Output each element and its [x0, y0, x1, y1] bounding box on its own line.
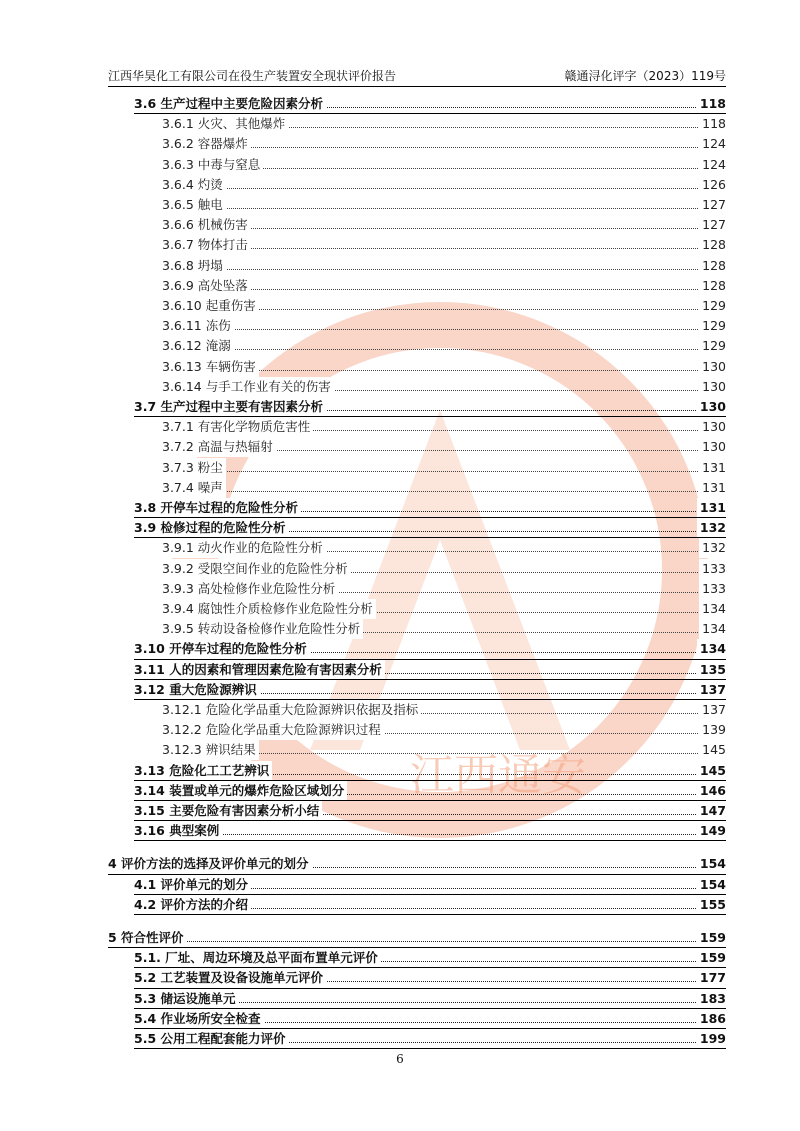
toc-entry-title: 3.6.1 火灾、其他爆炸 [162, 114, 288, 134]
toc-entry-title: 3.14 装置或单元的爆炸危险区域划分 [134, 781, 347, 801]
toc-entry-title: 3.9.3 高处检修作业危险性分析 [162, 579, 338, 599]
toc-entry-title: 5 符合性评价 [108, 928, 187, 948]
toc-entry-title: 3.11 人的因素和管理因素危险有害因素分析 [134, 660, 385, 680]
toc-entry-page: 124 [699, 134, 726, 154]
toc-entry-title: 3.6.9 高处坠落 [162, 276, 251, 296]
toc-entry[interactable] [162, 195, 726, 215]
toc-entry[interactable] [162, 256, 726, 276]
toc-entry-page: 133 [699, 579, 726, 599]
toc-leader-dots [162, 269, 726, 270]
toc-entry-page: 134 [699, 599, 726, 619]
toc-entry-title: 3.13 危险化工工艺辨识 [134, 761, 272, 781]
toc-entry[interactable] [134, 968, 726, 988]
toc-entry-page: 139 [699, 720, 726, 740]
toc-entry[interactable] [162, 155, 726, 175]
toc-entry[interactable] [134, 498, 726, 518]
toc-leader-dots [134, 834, 726, 835]
toc-entry[interactable] [162, 619, 726, 639]
toc-underline [134, 840, 726, 841]
toc-entry-page: 118 [699, 114, 726, 134]
toc-entry[interactable] [134, 781, 726, 801]
toc-entry-title: 5.3 储运设施单元 [134, 989, 239, 1009]
toc-entry[interactable] [162, 437, 726, 457]
toc-entry-page: 154 [697, 854, 726, 874]
toc-entry-title: 3.6.3 中毒与窒息 [162, 155, 263, 175]
toc-entry-title: 4.1 评价单元的划分 [134, 875, 251, 895]
toc-entry-title: 3.6.14 与手工作业有关的伤害 [162, 377, 334, 397]
toc-entry-page: 186 [697, 1009, 726, 1029]
toc-leader-dots [162, 471, 726, 472]
toc-entry-title: 5.1. 厂址、周边环境及总平面布置单元评价 [134, 948, 381, 968]
toc-entry-title: 3.9 检修过程的危险性分析 [134, 518, 289, 538]
toc-entry-page: 129 [699, 296, 726, 316]
toc-leader-dots [108, 941, 726, 942]
toc-entry[interactable] [134, 397, 726, 417]
toc-entry-page: 137 [697, 680, 726, 700]
toc-entry[interactable] [134, 1029, 726, 1049]
toc-entry[interactable] [162, 235, 726, 255]
toc-entry[interactable] [162, 599, 726, 619]
toc-entry-title: 3.6 生产过程中主要危险因素分析 [134, 94, 326, 114]
toc-entry-page: 133 [699, 559, 726, 579]
toc-entry[interactable] [134, 948, 726, 968]
toc-entry-page: 131 [699, 458, 726, 478]
toc-entry-page: 183 [697, 989, 726, 1009]
toc-entry-page: 145 [699, 740, 726, 760]
toc-entry[interactable] [162, 316, 726, 336]
toc-entry[interactable] [162, 357, 726, 377]
toc-entry[interactable] [162, 377, 726, 397]
toc-leader-dots [162, 349, 726, 350]
toc-entry[interactable] [134, 518, 726, 538]
toc-entry-page: 159 [697, 928, 726, 948]
toc-entry-page: 127 [699, 215, 726, 235]
toc-entry-page: 159 [697, 948, 726, 968]
toc-entry[interactable] [162, 740, 726, 760]
toc-entry[interactable] [162, 538, 726, 558]
toc-entry-title: 4 评价方法的选择及评价单元的划分 [108, 854, 312, 874]
toc-entry-page: 118 [697, 94, 726, 114]
toc-entry-title: 3.7.1 有害化学物质危害性 [162, 417, 313, 437]
toc-entry[interactable] [108, 928, 726, 948]
toc-entry[interactable] [134, 639, 726, 659]
toc-entry[interactable] [162, 579, 726, 599]
toc-entry-page: 135 [697, 660, 726, 680]
toc-entry-title: 3.6.12 淹溺 [162, 336, 234, 356]
toc-entry-title: 3.9.4 腐蚀性介质检修作业危险性分析 [162, 599, 376, 619]
toc-entry-title: 3.6.7 物体打击 [162, 235, 251, 255]
toc-entry[interactable] [162, 559, 726, 579]
toc-entry[interactable] [134, 94, 726, 114]
toc-entry-page: 130 [697, 397, 726, 417]
toc-entry-page: 149 [697, 821, 726, 841]
toc-entry-title: 3.6.6 机械伤害 [162, 215, 251, 235]
watermark-text: 江西通安 [410, 750, 586, 801]
toc-entry[interactable] [134, 761, 726, 781]
toc-entry-page: 132 [697, 518, 726, 538]
toc-entry[interactable] [134, 875, 726, 895]
toc-entry-page: 130 [699, 417, 726, 437]
report-title: 江西华昊化工有限公司在役生产装置安全现状评价报告 [108, 69, 397, 83]
toc-entry-page: 134 [697, 639, 726, 659]
toc-entry-title: 3.7.3 粉尘 [162, 458, 226, 478]
toc-entry[interactable] [162, 114, 726, 134]
toc-entry-title: 3.10 开停车过程的危险性分析 [134, 639, 310, 659]
toc-entry-title: 4.2 评价方法的介绍 [134, 895, 251, 915]
running-header [108, 64, 726, 87]
toc-entry-page: 129 [699, 336, 726, 356]
toc-entry[interactable] [162, 700, 726, 720]
toc-entry[interactable] [162, 417, 726, 437]
toc-leader-dots [162, 329, 726, 330]
toc-entry[interactable] [162, 720, 726, 740]
toc-entry[interactable] [162, 478, 726, 498]
toc-entry[interactable] [134, 989, 726, 1009]
toc-entry-title: 3.6.11 冻伤 [162, 316, 234, 336]
toc-entry-title: 3.15 主要危险有害因素分析小结 [134, 801, 322, 821]
toc-entry[interactable] [162, 175, 726, 195]
toc-entry-title: 5.5 公用工程配套能力评价 [134, 1029, 289, 1049]
toc-entry-title: 3.6.5 触电 [162, 195, 226, 215]
toc-entry-page: 128 [699, 235, 726, 255]
toc-entry-page: 130 [699, 377, 726, 397]
toc-entry[interactable] [162, 134, 726, 154]
toc-entry-title: 3.7.2 高温与热辐射 [162, 437, 276, 457]
toc-entry-title: 3.6.13 车辆伤害 [162, 357, 259, 377]
toc-entry-page: 127 [699, 195, 726, 215]
toc-entry-title: 3.7.4 噪声 [162, 478, 226, 498]
toc-leader-dots [162, 491, 726, 492]
toc-entry-page: 131 [697, 498, 726, 518]
toc-entry-title: 3.6.2 容器爆炸 [162, 134, 251, 154]
toc-entry-page: 177 [697, 968, 726, 988]
toc-entry-title: 3.8 开停车过程的危险性分析 [134, 498, 301, 518]
toc-entry[interactable] [134, 660, 726, 680]
toc-entry-page: 128 [699, 256, 726, 276]
toc-entry-page: 130 [699, 357, 726, 377]
toc-entry-page: 131 [699, 478, 726, 498]
toc-entry-title: 3.9.1 动火作业的危险性分析 [162, 538, 326, 558]
toc-entry[interactable] [134, 895, 726, 915]
toc-entry-page: 130 [699, 437, 726, 457]
toc-entry-page: 137 [699, 700, 726, 720]
toc-entry-page: 199 [697, 1029, 726, 1049]
toc-entry-title: 3.12.1 危险化学品重大危险源辨识依据及指标 [162, 700, 421, 720]
toc-underline [134, 914, 726, 915]
toc-entry-page: 129 [699, 316, 726, 336]
page-number: 6 [396, 1052, 404, 1066]
toc-entry-title: 3.12.2 危险化学品重大危险源辨识过程 [162, 720, 384, 740]
toc-entry[interactable] [108, 854, 726, 874]
toc-entry-title: 3.12.3 辨识结果 [162, 740, 259, 760]
toc-entry[interactable] [134, 1009, 726, 1029]
toc-underline [134, 1048, 726, 1049]
toc-entry-page: 134 [699, 619, 726, 639]
toc-entry-page: 132 [699, 538, 726, 558]
toc-entry-title: 3.6.8 坍塌 [162, 256, 226, 276]
toc-entry-title: 3.7 生产过程中主要有害因素分析 [134, 397, 326, 417]
toc-entry-title: 5.4 作业场所安全检查 [134, 1009, 264, 1029]
toc-entry[interactable] [162, 215, 726, 235]
toc-entry-title: 3.6.10 起重伤害 [162, 296, 259, 316]
toc-entry-title: 3.6.4 灼烫 [162, 175, 226, 195]
report-number: 赣通浔化评字（2023）119号 [564, 69, 726, 83]
toc-leader-dots [162, 188, 726, 189]
toc-entry-page: 126 [699, 175, 726, 195]
toc-entry-title: 5.2 工艺装置及设备设施单元评价 [134, 968, 326, 988]
toc-entry[interactable] [134, 821, 726, 841]
toc-entry-title: 3.12 重大危险源辨识 [134, 680, 260, 700]
toc-entry-page: 146 [697, 781, 726, 801]
toc-entry[interactable] [162, 336, 726, 356]
toc-entry-page: 147 [697, 801, 726, 821]
toc-entry-page: 128 [699, 276, 726, 296]
toc-entry-title: 3.16 典型案例 [134, 821, 222, 841]
toc-entry[interactable] [162, 458, 726, 478]
toc-entry-page: 124 [699, 155, 726, 175]
toc-entry[interactable] [162, 276, 726, 296]
toc-entry[interactable] [134, 680, 726, 700]
toc-entry-page: 145 [697, 761, 726, 781]
toc-entry[interactable] [134, 801, 726, 821]
toc-leader-dots [162, 208, 726, 209]
toc-entry[interactable] [162, 296, 726, 316]
toc-entry-page: 154 [697, 875, 726, 895]
toc-entry-page: 155 [697, 895, 726, 915]
toc-entry-title: 3.9.2 受限空间作业的危险性分析 [162, 559, 351, 579]
toc-entry-title: 3.9.5 转动设备检修作业危险性分析 [162, 619, 363, 639]
